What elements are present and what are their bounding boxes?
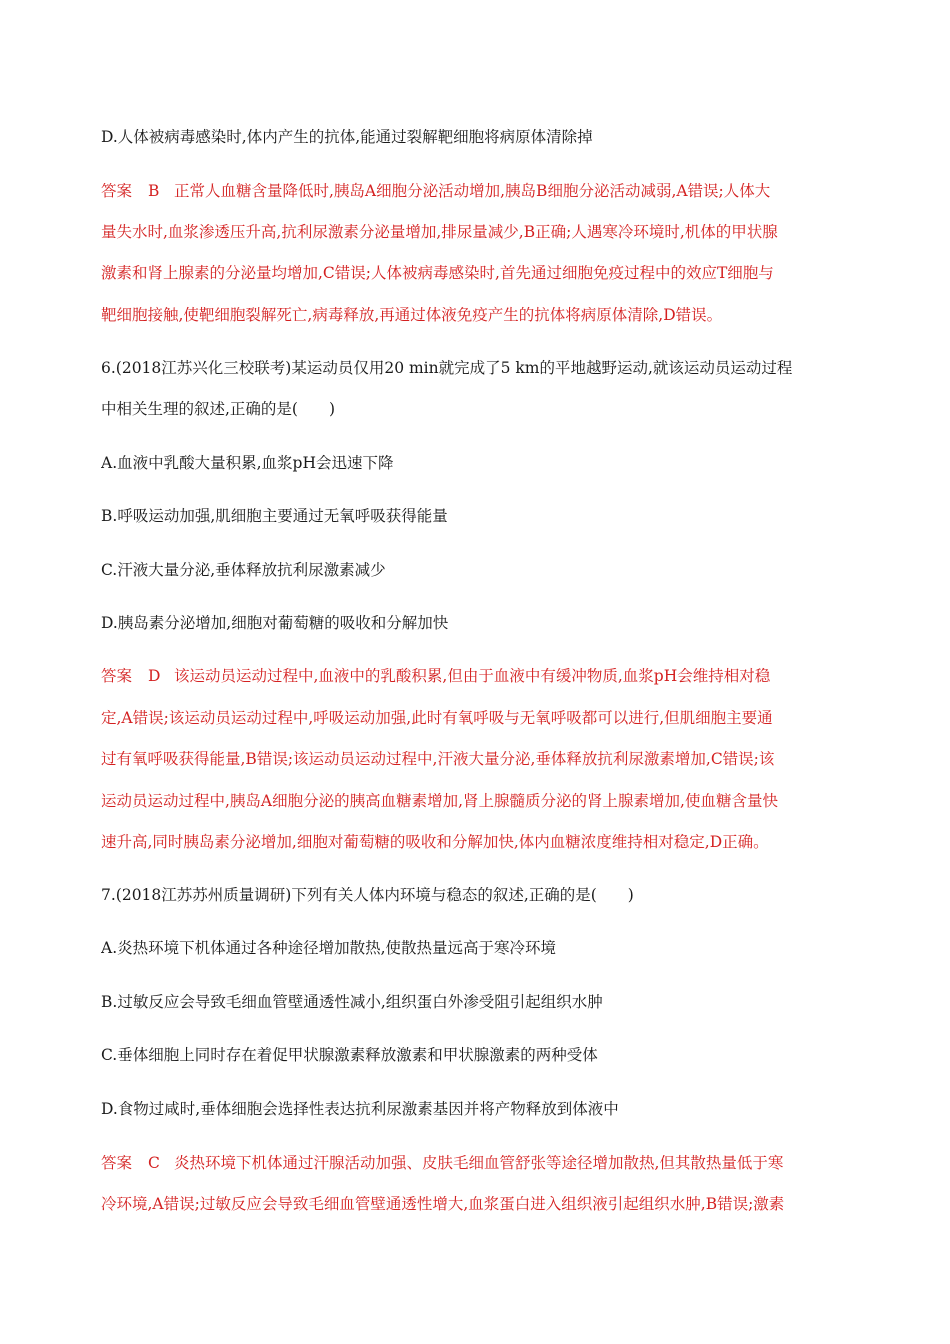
q5-answer-label: 答案 [101,182,133,200]
q7-explanation-text: 炎热环境下机体通过汗腺活动加强、皮肤毛细血管舒张等途径增加散热,但其散热量低于寒 [174,1154,784,1172]
q5-answer-line-4: 靶细胞接触,使靶细胞裂解死亡,病毒释放,再通过体液免疫产生的抗体将病原体清除,D错误。 [101,306,723,324]
q5-option-d: D.人体被病毒感染时,体内产生的抗体,能通过裂解靶细胞将病原体清除掉 [101,128,593,146]
q6-option-b: B.呼吸运动加强,肌细胞主要通过无氧呼吸获得能量 [101,507,448,525]
q7-answer-line-1 [101,1153,853,1173]
q5-answer-line-2: 量失水时,血浆渗透压升高,抗利尿激素分泌量增加,排尿量减少,B正确;人遇寒冷环境时,机体的甲状腺 [101,223,778,241]
q7-answer-label: 答案 [101,1154,133,1172]
q7-option-b: B.过敏反应会导致毛细血管壁通透性减小,组织蛋白外渗受阻引起组织水肿 [101,993,603,1011]
q5-answer-line-1 [101,181,853,201]
q6-answer-line-4: 运动员运动过程中,胰岛A细胞分泌的胰高血糖素增加,肾上腺髓质分泌的肾上腺素增加,使血糖含量快 [101,792,778,810]
q7-stem: 7.(2018江苏苏州质量调研)下列有关人体内环境与稳态的叙述,正确的是( ) [101,886,634,904]
q6-answer-line-3: 过有氧呼吸获得能量,B错误;该运动员运动过程中,汗液大量分泌,垂体释放抗利尿激素增加,C错误;该 [101,750,775,768]
q5-answer-key: B [148,182,160,200]
q6-answer-key: D [148,667,161,685]
q5-explanation-text: 正常人血糖含量降低时,胰岛A细胞分泌活动增加,胰岛B细胞分泌活动减弱,A错误;人体大 [174,182,771,200]
q6-explanation-text: 该运动员运动过程中,血液中的乳酸积累,但由于血液中有缓冲物质,血浆pH会维持相对稳 [174,667,771,685]
q5-answer-line-3: 激素和肾上腺素的分泌量均增加,C错误;人体被病毒感染时,首先通过细胞免疫过程中的效应T细胞与 [101,264,774,282]
q7-option-a: A.炎热环境下机体通过各种途径增加散热,使散热量远高于寒冷环境 [101,939,557,957]
q7-answer-key: C [148,1154,160,1172]
q7-option-c: C.垂体细胞上同时存在着促甲状腺激素释放激素和甲状腺激素的两种受体 [101,1046,598,1064]
q6-option-a: A.血液中乳酸大量积累,血浆pH会迅速下降 [101,454,394,472]
q6-answer-line-2: 定,A错误;该运动员运动过程中,呼吸运动加强,此时有氧呼吸与无氧呼吸都可以进行,但肌细胞主要通 [101,709,773,727]
q6-answer-line-1 [101,666,853,686]
q6-answer-line-5: 速升高,同时胰岛素分泌增加,细胞对葡萄糖的吸收和分解加快,体内血糖浓度维持相对稳定,D正确。 [101,833,769,851]
q6-option-d: D.胰岛素分泌增加,细胞对葡萄糖的吸收和分解加快 [101,614,449,632]
q6-stem-line-2: 中相关生理的叙述,正确的是( ) [101,400,336,418]
q6-stem-line-1: 6.(2018江苏兴化三校联考)某运动员仅用20 min就完成了5 km的平地越野运动,就该运动员运动过程 [101,359,793,377]
q7-option-d: D.食物过咸时,垂体细胞会选择性表达抗利尿激素基因并将产物释放到体液中 [101,1100,619,1118]
q7-answer-line-2: 冷环境,A错误;过敏反应会导致毛细血管壁通透性增大,血浆蛋白进入组织液引起组织水肿,B错误;激素 [101,1195,785,1213]
q6-option-c: C.汗液大量分泌,垂体释放抗利尿激素减少 [101,561,386,579]
q6-answer-label: 答案 [101,667,133,685]
